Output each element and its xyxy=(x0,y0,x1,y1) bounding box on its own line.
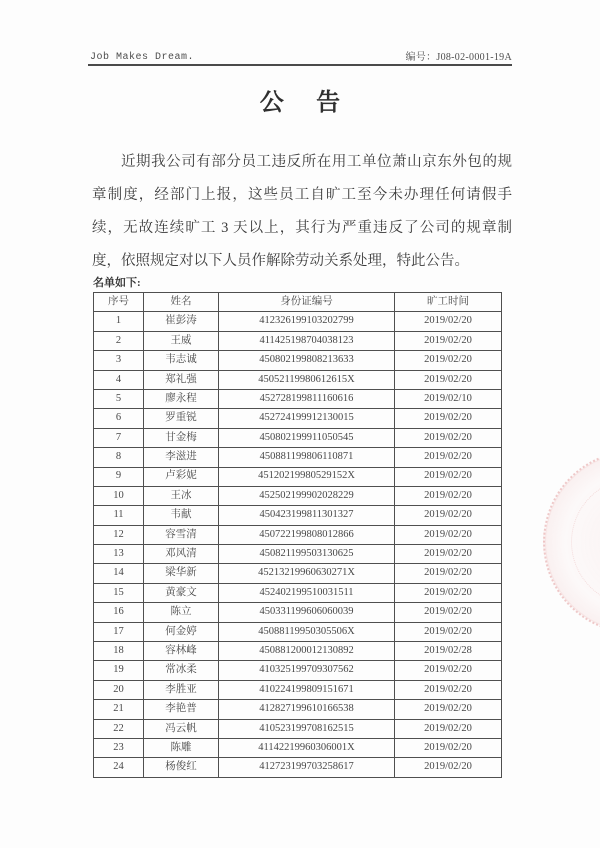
table-row xyxy=(94,448,502,467)
table-row xyxy=(94,312,502,331)
cell-index: 3 xyxy=(94,351,144,370)
header-doc-number xyxy=(405,48,512,63)
cell-id: 450802199808213633 xyxy=(219,351,395,370)
cell-name: 王冰 xyxy=(144,486,219,505)
cell-name: 冯云帆 xyxy=(144,719,219,738)
cell-id: 45052119980612615X xyxy=(219,370,395,389)
cell-name: 卢彩妮 xyxy=(144,467,219,486)
cell-date: 2019/02/20 xyxy=(395,351,502,370)
page-header xyxy=(90,48,512,63)
cell-id: 41142219960306001X xyxy=(219,738,395,757)
cell-index: 19 xyxy=(94,661,144,680)
table-row xyxy=(94,583,502,602)
page-title: 公 告 xyxy=(259,90,354,116)
cell-name: 常冰柔 xyxy=(144,661,219,680)
cell-date: 2019/02/20 xyxy=(395,680,502,699)
cell-index: 11 xyxy=(94,506,144,525)
table-row xyxy=(94,622,502,641)
header-row xyxy=(94,293,502,312)
table-row xyxy=(94,331,502,350)
table-row xyxy=(94,525,502,544)
cell-index: 10 xyxy=(94,486,144,505)
cell-name: 何金婷 xyxy=(144,622,219,641)
list-label: 名单如下: xyxy=(93,277,141,289)
cell-name: 容雪清 xyxy=(144,525,219,544)
cell-name: 黄豪文 xyxy=(144,583,219,602)
header-slogan: Job Makes Dream. xyxy=(90,52,195,63)
cell-name: 郑礼强 xyxy=(144,370,219,389)
cell-id: 45088119950305506X xyxy=(219,622,395,641)
table-row xyxy=(94,738,502,757)
cell-date: 2019/02/20 xyxy=(395,738,502,757)
cell-id: 452724199912130015 xyxy=(219,409,395,428)
table-row xyxy=(94,545,502,564)
cell-date: 2019/02/20 xyxy=(395,428,502,447)
cell-id: 450881200012130892 xyxy=(219,642,395,661)
cell-id: 452402199510031511 xyxy=(219,583,395,602)
cell-index: 9 xyxy=(94,467,144,486)
table-row xyxy=(94,428,502,447)
cell-index: 5 xyxy=(94,389,144,408)
cell-id: 410523199708162515 xyxy=(219,719,395,738)
roster-table-header xyxy=(94,293,502,312)
doc-number-value: J08-02-0001-19A xyxy=(436,52,512,63)
table-row xyxy=(94,603,502,622)
cell-name: 李艳普 xyxy=(144,700,219,719)
cell-index: 17 xyxy=(94,622,144,641)
table-row xyxy=(94,351,502,370)
table-row xyxy=(94,389,502,408)
cell-id: 410224199809151671 xyxy=(219,680,395,699)
cell-date: 2019/02/20 xyxy=(395,700,502,719)
cell-name: 王威 xyxy=(144,331,219,350)
cell-date: 2019/02/20 xyxy=(395,564,502,583)
table-row xyxy=(94,642,502,661)
cell-index: 15 xyxy=(94,583,144,602)
cell-index: 20 xyxy=(94,680,144,699)
table-row xyxy=(94,719,502,738)
cell-name: 李滋进 xyxy=(144,448,219,467)
cell-date: 2019/02/20 xyxy=(395,525,502,544)
cell-name: 邓风清 xyxy=(144,545,219,564)
cell-name: 李胜亚 xyxy=(144,680,219,699)
doc-number-label: 编号： xyxy=(405,52,437,63)
table-row xyxy=(94,661,502,680)
column-header-name: 姓名 xyxy=(144,293,219,312)
cell-name: 梁华新 xyxy=(144,564,219,583)
cell-index: 24 xyxy=(94,758,144,777)
column-header-date: 旷工时间 xyxy=(395,293,502,312)
cell-name: 杨俊红 xyxy=(144,758,219,777)
cell-date: 2019/02/20 xyxy=(395,583,502,602)
cell-date: 2019/02/20 xyxy=(395,486,502,505)
cell-date: 2019/02/20 xyxy=(395,603,502,622)
cell-name: 韦献 xyxy=(144,506,219,525)
cell-date: 2019/02/20 xyxy=(395,370,502,389)
table-row xyxy=(94,409,502,428)
table-row xyxy=(94,758,502,777)
cell-name: 韦志诚 xyxy=(144,351,219,370)
cell-id: 412326199103202799 xyxy=(219,312,395,331)
cell-index: 12 xyxy=(94,525,144,544)
cell-id: 452728199811160616 xyxy=(219,389,395,408)
roster-table xyxy=(93,292,502,778)
table-row xyxy=(94,370,502,389)
cell-index: 8 xyxy=(94,448,144,467)
cell-index: 6 xyxy=(94,409,144,428)
table-row xyxy=(94,700,502,719)
cell-name: 崔彭涛 xyxy=(144,312,219,331)
cell-id: 450722199808012866 xyxy=(219,525,395,544)
cell-name: 陈雕 xyxy=(144,738,219,757)
cell-id: 450802199911050545 xyxy=(219,428,395,447)
cell-date: 2019/02/20 xyxy=(395,409,502,428)
cell-date: 2019/02/20 xyxy=(395,312,502,331)
cell-index: 2 xyxy=(94,331,144,350)
cell-id: 450881199806110871 xyxy=(219,448,395,467)
cell-name: 罗重锐 xyxy=(144,409,219,428)
cell-name: 陈立 xyxy=(144,603,219,622)
cell-index: 23 xyxy=(94,738,144,757)
cell-date: 2019/02/20 xyxy=(395,622,502,641)
cell-date: 2019/02/20 xyxy=(395,331,502,350)
cell-date: 2019/02/28 xyxy=(395,642,502,661)
cell-index: 1 xyxy=(94,312,144,331)
cell-date: 2019/02/20 xyxy=(395,467,502,486)
cell-id: 412827199610166538 xyxy=(219,700,395,719)
cell-id: 412723199703258617 xyxy=(219,758,395,777)
cell-name: 甘金梅 xyxy=(144,428,219,447)
table-row xyxy=(94,506,502,525)
cell-index: 21 xyxy=(94,700,144,719)
cell-date: 2019/02/20 xyxy=(395,506,502,525)
cell-id: 452502199902028229 xyxy=(219,486,395,505)
cell-id: 410325199709307562 xyxy=(219,661,395,680)
cell-index: 13 xyxy=(94,545,144,564)
header-divider xyxy=(88,64,512,66)
column-header-id: 身份证编号 xyxy=(219,293,395,312)
cell-date: 2019/02/10 xyxy=(395,389,502,408)
cell-date: 2019/02/20 xyxy=(395,545,502,564)
announcement-paragraph: 近期我公司有部分员工违反所在用工单位萧山京东外包的规章制度，经部门上报，这些员工自旷工至今未办理任何请假手续，无故连续旷工 3 天以上，其行为严重违反了公司的规章制度，依照规定对以下人员作解除劳动关系处理，特此公告。 xyxy=(92,154,512,269)
cell-index: 14 xyxy=(94,564,144,583)
cell-index: 4 xyxy=(94,370,144,389)
cell-id: 450331199606060039 xyxy=(219,603,395,622)
table-row xyxy=(94,486,502,505)
cell-id: 411425198704038123 xyxy=(219,331,395,350)
table-row xyxy=(94,467,502,486)
cell-id: 45213219960630271X xyxy=(219,564,395,583)
cell-index: 7 xyxy=(94,428,144,447)
cell-id: 450423199811301327 xyxy=(219,506,395,525)
stamp-watermark xyxy=(543,450,600,634)
cell-index: 22 xyxy=(94,719,144,738)
cell-id: 450821199503130625 xyxy=(219,545,395,564)
cell-index: 16 xyxy=(94,603,144,622)
cell-date: 2019/02/20 xyxy=(395,661,502,680)
roster-table-body xyxy=(94,312,502,777)
cell-date: 2019/02/20 xyxy=(395,758,502,777)
cell-id: 45120219980529152X xyxy=(219,467,395,486)
table-row xyxy=(94,680,502,699)
cell-name: 廖永程 xyxy=(144,389,219,408)
cell-index: 18 xyxy=(94,642,144,661)
column-header-index: 序号 xyxy=(94,293,144,312)
table-row xyxy=(94,564,502,583)
cell-date: 2019/02/20 xyxy=(395,448,502,467)
cell-name: 容林峰 xyxy=(144,642,219,661)
cell-date: 2019/02/20 xyxy=(395,719,502,738)
